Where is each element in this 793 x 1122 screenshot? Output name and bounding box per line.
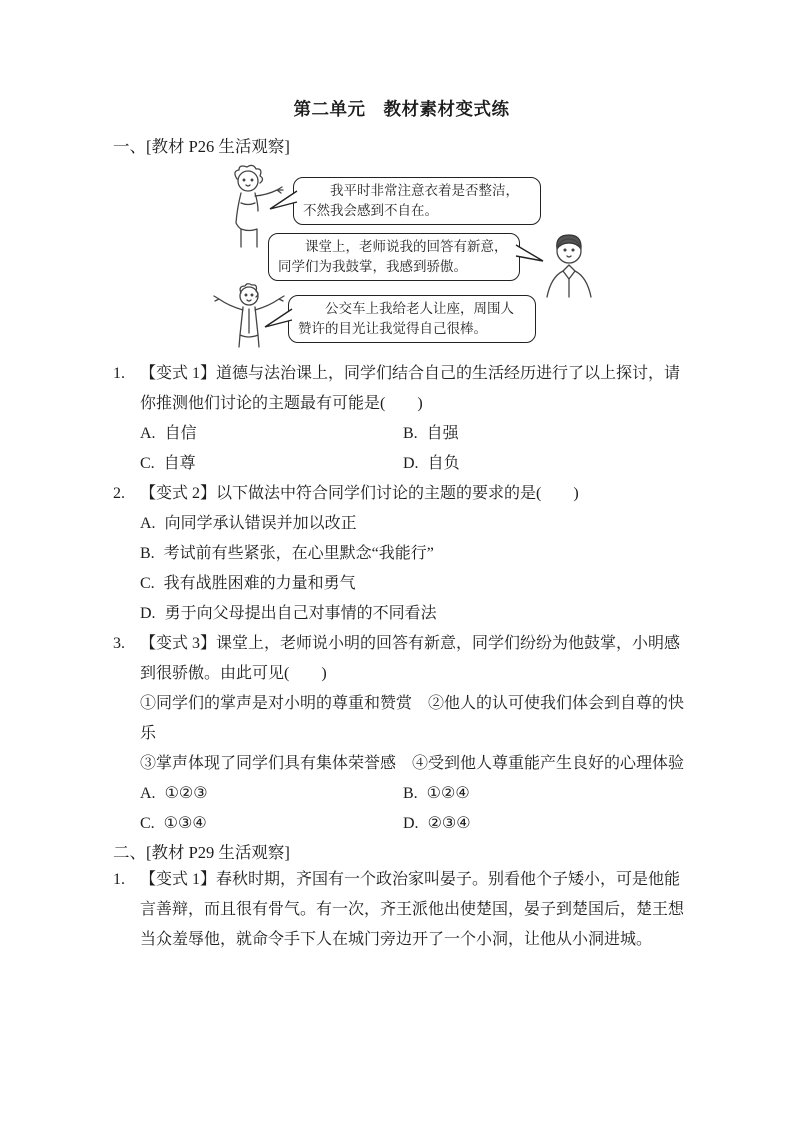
option-label: B. bbox=[403, 785, 418, 802]
question-number: 1. bbox=[113, 871, 125, 888]
option-label: A. bbox=[140, 785, 156, 802]
option-label: C. bbox=[140, 815, 155, 832]
option-label: C. bbox=[140, 455, 155, 472]
statements-line-1: ①同学们的掌声是对小明的尊重和赞赏 ②他人的认可使我们体会到自尊的快乐 bbox=[140, 695, 685, 742]
option-d bbox=[140, 599, 690, 629]
speech-bubble-3-text: 公交车上我给老人让座，周围人赞许的目光让我觉得自己很棒。 bbox=[298, 301, 514, 336]
option-label: C. bbox=[140, 575, 155, 592]
speech-bubble-1 bbox=[293, 177, 541, 225]
statements-line-2: ③掌声体现了同学们具有集体荣誉感 ④受到他人尊重能产生良好的心理体验 bbox=[140, 755, 685, 772]
question-stem: 【变式 2】以下做法中符合同学们讨论的主题的要求的是( ) bbox=[140, 485, 579, 502]
question-2 bbox=[113, 479, 690, 629]
section-2-question-1 bbox=[113, 865, 690, 955]
question-number: 3. bbox=[113, 635, 125, 652]
page-title: 第二单元 教材素材变式练 bbox=[293, 99, 510, 119]
boy-portrait-icon bbox=[537, 229, 601, 299]
option-text: 自负 bbox=[427, 455, 460, 472]
option-a bbox=[140, 509, 690, 539]
option-text: 勇于向父母提出自己对事情的不同看法 bbox=[164, 605, 437, 622]
page-content bbox=[113, 0, 690, 955]
option-label: A. bbox=[140, 515, 156, 532]
option-text: 自尊 bbox=[163, 455, 196, 472]
option-text: 自强 bbox=[426, 425, 459, 442]
question-number: 1. bbox=[113, 365, 125, 382]
option-a bbox=[140, 779, 403, 809]
speech-bubble-3 bbox=[288, 295, 536, 343]
question-3-options bbox=[140, 779, 690, 839]
speech-bubble-2-text: 课堂上，老师说我的回答有新意，同学们为我鼓掌，我感到骄傲。 bbox=[278, 239, 508, 274]
option-b bbox=[403, 779, 690, 809]
option-label: D. bbox=[403, 455, 419, 472]
question-2-options bbox=[140, 509, 690, 629]
section-1-heading: 一、[教材 P26 生活观察] bbox=[113, 137, 290, 156]
option-label: B. bbox=[140, 545, 155, 562]
option-label: D. bbox=[140, 605, 156, 622]
option-text: 自信 bbox=[164, 425, 197, 442]
option-b bbox=[403, 419, 690, 449]
option-a bbox=[140, 419, 403, 449]
speech-bubble-1-text: 我平时非常注意衣着是否整洁，不然我会感到不自在。 bbox=[303, 183, 519, 218]
bubble-tail-left-icon bbox=[263, 306, 293, 332]
question-stem: 【变式 3】课堂上，老师说小明的回答有新意，同学们纷纷为他鼓掌，小明感到很骄傲。由此可见( ) bbox=[140, 635, 681, 682]
bubble-tail-left-icon bbox=[268, 188, 298, 214]
question-3 bbox=[113, 629, 690, 839]
question-1 bbox=[113, 359, 690, 479]
option-label: B. bbox=[403, 425, 418, 442]
option-text: ②③④ bbox=[427, 815, 471, 832]
option-c bbox=[140, 809, 403, 839]
option-text: 我有战胜困难的力量和勇气 bbox=[163, 575, 356, 592]
option-text: 考试前有些紧张，在心里默念“我能行” bbox=[163, 545, 434, 562]
option-c bbox=[140, 449, 403, 479]
question-1-options bbox=[140, 419, 690, 479]
life-observation-illustration bbox=[113, 161, 690, 359]
option-d bbox=[403, 809, 690, 839]
option-text: ①②④ bbox=[426, 785, 470, 802]
option-text: ①②③ bbox=[164, 785, 208, 802]
option-b bbox=[140, 539, 690, 569]
option-c bbox=[140, 569, 690, 599]
speech-bubble-2 bbox=[268, 233, 520, 281]
question-stem: 【变式 1】道德与法治课上，同学们结合自己的生活经历进行了以上探讨，请你推测他们讨论的主题最有可能是( ) bbox=[140, 365, 681, 412]
question-number: 2. bbox=[113, 485, 125, 502]
option-d bbox=[403, 449, 690, 479]
option-label: D. bbox=[403, 815, 419, 832]
option-text: ①③④ bbox=[163, 815, 207, 832]
section-2-heading: 二、[教材 P29 生活观察] bbox=[113, 843, 290, 862]
question-stem: 【变式 1】春秋时期，齐国有一个政治家叫晏子。别看他个子矮小，可是他能言善辩，而且很有骨气。有一次，齐王派他出使楚国，晏子到楚国后，楚王想当众羞辱他，就命令手下人在城门旁边开了一个小洞，让他从小洞进城。 bbox=[140, 871, 685, 948]
option-text: 向同学承认错误并加以改正 bbox=[164, 515, 357, 532]
option-label: A. bbox=[140, 425, 156, 442]
